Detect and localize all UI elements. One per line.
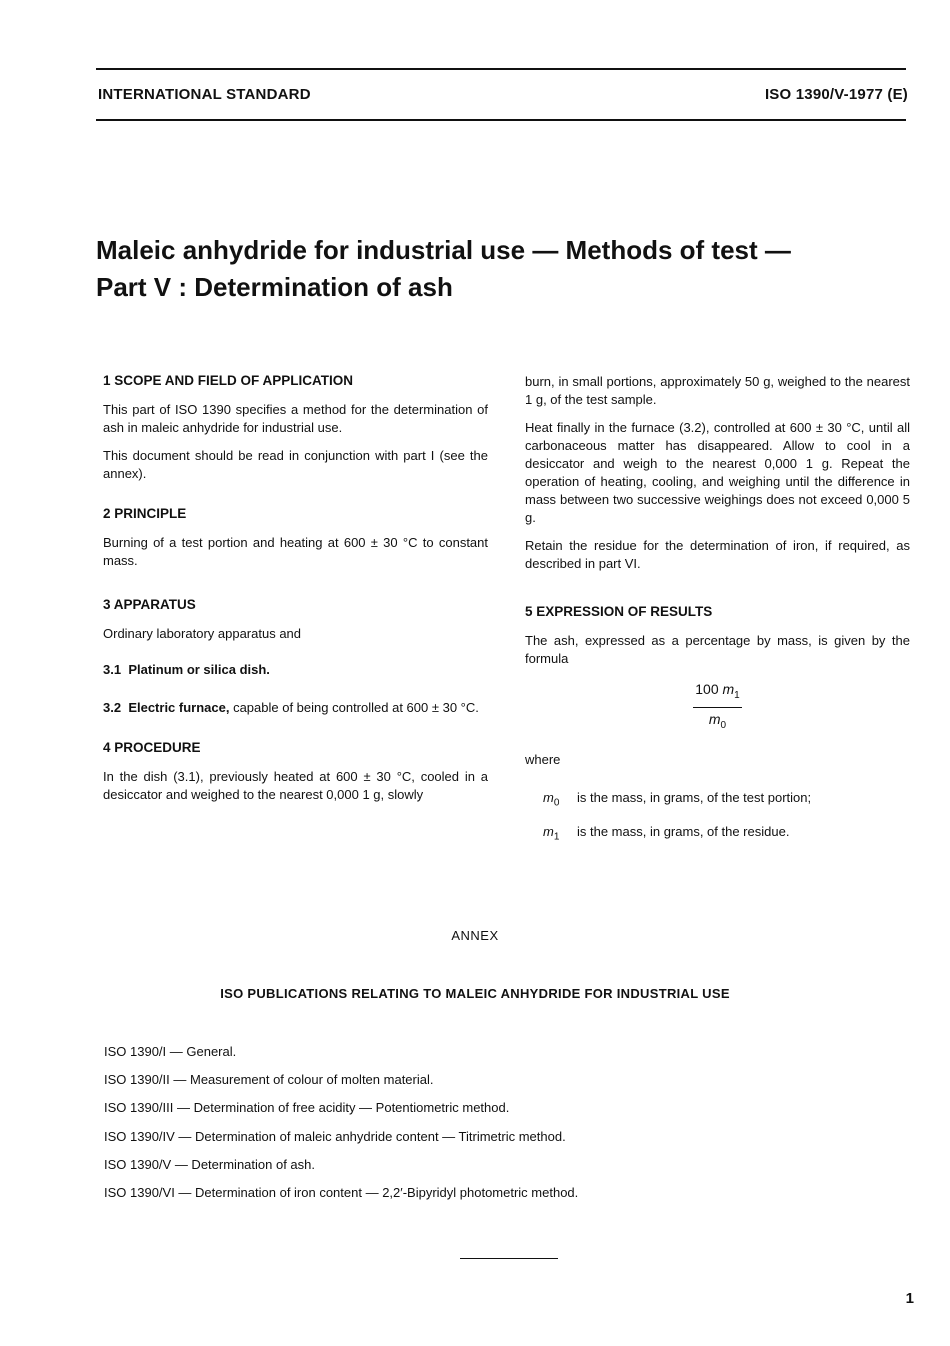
where-label: where	[525, 751, 561, 767]
section-1-heading: 1 SCOPE AND FIELD OF APPLICATION	[103, 373, 354, 388]
annex-publication-item: ISO 1390/VI — Determination of iron content — 2,2′-Bipyridyl photometric method.	[104, 1185, 579, 1200]
header-rule	[96, 119, 906, 121]
right-column	[525, 373, 910, 847]
header-standard-label: INTERNATIONAL STANDARD	[98, 86, 311, 103]
formula-denominator-variable: m	[708, 710, 721, 727]
section-1-paragraph-2: This document should be read in conjunction with part I (see the annex).	[103, 448, 488, 481]
section-3-heading: 3 APPARATUS	[103, 597, 196, 612]
apparatus-item-3-1	[103, 661, 488, 679]
apparatus-item-3-1-number: 3.1	[103, 662, 122, 677]
annex-publication-item: ISO 1390/V — Determination of ash.	[104, 1157, 315, 1172]
definition-m0-text: is the mass, in grams, of the test portion;	[577, 789, 812, 805]
section-4-paragraph-1-continued: burn, in small portions, approximately 50 g, weighed to the nearest 1 g, of the test sample.	[525, 374, 910, 407]
annex-publication-item: ISO 1390/I — General.	[104, 1044, 237, 1059]
annex-publication-item: ISO 1390/IV — Determination of maleic anhydride content — Titrimetric method.	[104, 1129, 566, 1144]
section-2-paragraph: Burning of a test portion and heating at 600 ± 30 °C to constant mass.	[103, 535, 488, 568]
formula-numerator	[693, 680, 741, 708]
apparatus-item-3-1-label: Platinum or silica dish.	[128, 662, 270, 677]
formula-numerator-subscript: 1	[734, 689, 740, 701]
definition-m1	[543, 823, 910, 847]
section-4-paragraph-3: Retain the residue for the determination of iron, if required, as described in part VI.	[525, 538, 910, 571]
section-5-paragraph: The ash, expressed as a percentage by mass, is given by the formula	[525, 633, 910, 666]
formula-denominator-subscript: 0	[720, 719, 727, 731]
annex-subtitle: ISO PUBLICATIONS RELATING TO MALEIC ANHYDRIDE FOR INDUSTRIAL USE	[220, 986, 730, 1001]
end-rule	[460, 1258, 558, 1259]
definition-m1-text: is the mass, in grams, of the residue.	[577, 824, 790, 840]
ash-formula	[525, 680, 910, 735]
apparatus-item-3-2-text: capable of being controlled at 600 ± 30 °C.	[229, 700, 479, 715]
definition-m1-symbol	[543, 823, 577, 847]
section-3-paragraph: Ordinary laboratory apparatus and	[103, 626, 302, 641]
definition-m0-symbol	[543, 789, 577, 813]
formula-numerator-variable: m	[722, 681, 735, 697]
annex-title: ANNEX	[451, 928, 499, 943]
apparatus-item-3-2-label: Electric furnace,	[128, 700, 230, 715]
section-4-heading: 4 PROCEDURE	[103, 740, 201, 755]
formula-numerator-constant: 100	[695, 681, 719, 697]
top-rule	[96, 68, 906, 70]
apparatus-item-3-2	[103, 699, 488, 717]
section-4-paragraph-2: Heat finally in the furnace (3.2), controlled at 600 ± 30 °C, until all carbonaceous matter has disappeared. Allow to cool in a desiccator and weigh to the nearest 0,000 1 g. Repeat the operation of heating, cooling, and weighing until the difference in mass between two successive weighings does not exceed 0,000 5 g.	[525, 420, 910, 525]
annex-publication-item: ISO 1390/III — Determination of free acidity — Potentiometric method.	[104, 1100, 510, 1115]
definition-m0-subscript: 0	[553, 797, 560, 809]
definition-m1-subscript: 1	[553, 831, 560, 843]
formula-denominator	[525, 708, 910, 735]
title-line-2: Part V : Determination of ash	[96, 272, 453, 302]
title-line-1: Maleic anhydride for industrial use — Methods of test —	[96, 235, 791, 265]
document-title	[96, 232, 791, 306]
section-1-paragraph-1: This part of ISO 1390 specifies a method for the determination of ash in maleic anhydride for industrial use.	[103, 402, 488, 435]
section-4-paragraph-1: In the dish (3.1), previously heated at 600 ± 30 °C, cooled in a desiccator and weighed to the nearest 0,000 1 g, slowly	[103, 769, 488, 802]
definition-m0	[543, 789, 910, 813]
definition-m0-variable: m	[543, 789, 554, 805]
page-number: 1	[905, 1290, 914, 1307]
section-5-heading: 5 EXPRESSION OF RESULTS	[525, 604, 713, 619]
definition-m1-variable: m	[543, 824, 554, 840]
header-document-number: ISO 1390/V-1977 (E)	[764, 86, 908, 103]
section-2-heading: 2 PRINCIPLE	[103, 506, 187, 521]
annex-publication-item: ISO 1390/II — Measurement of colour of molten material.	[104, 1072, 434, 1087]
left-column	[103, 372, 488, 804]
apparatus-item-3-2-number: 3.2	[103, 700, 122, 715]
